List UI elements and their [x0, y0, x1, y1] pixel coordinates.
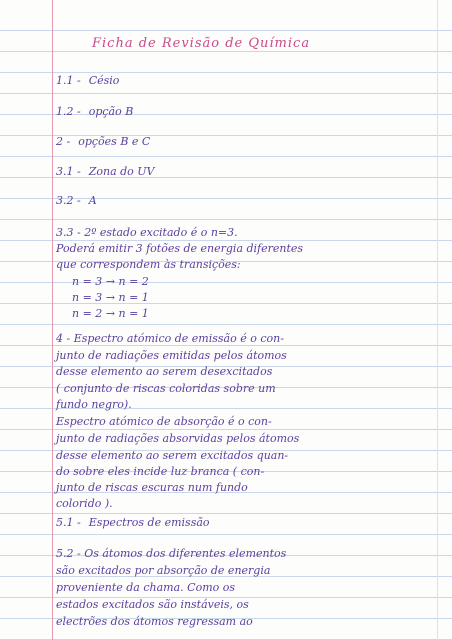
answer-5-2-line: estados excitados são instáveis, os: [56, 598, 249, 611]
answer-5-1: 5.1 - Espectros de emissão: [56, 516, 210, 529]
answer-3-1: 3.1 - Zona do UV: [56, 165, 155, 178]
answer-4-line: junto de radiações emitidas pelos átomos: [56, 349, 287, 362]
answer-4-line: colorido ).: [56, 497, 113, 510]
answer-4-line: junto de radiações absorvidas pelos átomos: [56, 432, 300, 445]
answer-4-line: desse elemento ao serem excitados quan-: [56, 449, 289, 462]
answer-1-1: 1.1 - Césio: [56, 74, 120, 87]
answer-4-line: ( conjunto de riscas coloridas sobre um: [56, 382, 276, 395]
answer-2: 2 - opções B e C: [56, 135, 151, 148]
margin-line: [52, 0, 53, 640]
answer-5-2-line: electrões dos átomos regressam ao: [56, 615, 253, 628]
transition-line: n = 2 → n = 1: [72, 307, 149, 320]
answer-5-2-line: são excitados por absorção de energia: [56, 564, 271, 577]
answer-5-2-line: proveniente da chama. Como os: [56, 581, 236, 594]
answer-5-2-line: 5.2 - Os átomos dos diferentes elementos: [56, 547, 287, 560]
answer-4-line: Espectro atómico de absorção é o con-: [56, 415, 272, 428]
answer-3-2: 3.2 - A: [56, 194, 97, 207]
answer-1-2: 1.2 - opção B: [56, 105, 134, 118]
answer-4-line: desse elemento ao serem desexcitados: [56, 365, 273, 378]
answer-4-line: fundo negro).: [56, 398, 132, 411]
page-edge: [437, 0, 438, 640]
page-title: Ficha de Revisão de Química: [92, 36, 311, 51]
answer-3-3-line: Poderá emitir 3 fotões de energia diferentes: [56, 242, 304, 255]
answer-4-line: do sobre eles incide luz branca ( con-: [56, 465, 265, 478]
transition-line: n = 3 → n = 1: [72, 291, 149, 304]
answer-4-line: junto de riscas escuras num fundo: [56, 481, 248, 494]
answer-3-3-line: 3.3 - 2º estado excitado é o n=3.: [56, 226, 238, 239]
answer-3-3-line: que correspondem às transições:: [56, 258, 241, 271]
transition-line: n = 3 → n = 2: [72, 275, 149, 288]
answer-4-line: 4 - Espectro atómico de emissão é o con-: [56, 332, 284, 345]
